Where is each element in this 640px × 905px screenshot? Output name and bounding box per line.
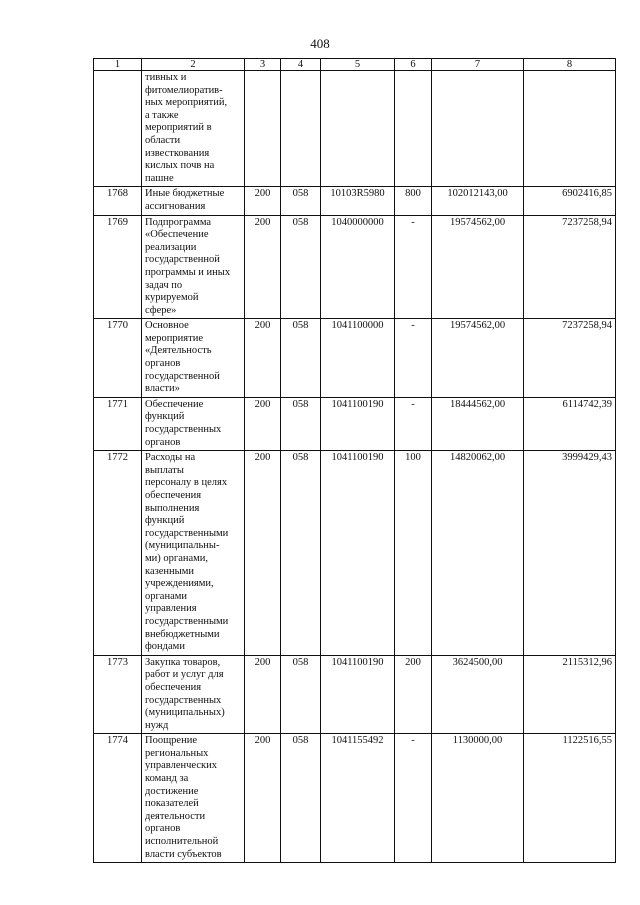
table-cell: -: [395, 734, 432, 863]
description-line: управления: [145, 603, 197, 615]
description-line: органов: [145, 823, 181, 835]
table-cell: 058: [281, 215, 321, 319]
row-description: [142, 734, 245, 863]
description-line: внебюджетными: [145, 628, 220, 640]
description-line: показателей: [145, 798, 199, 810]
header-cell: 4: [281, 59, 321, 71]
table-cell: 3999429,43: [524, 451, 616, 656]
table-cell: 6902416,85: [524, 187, 616, 215]
table-cell: -: [395, 397, 432, 450]
description-line: выполнения: [145, 502, 200, 514]
table-cell: [245, 71, 281, 187]
description-line: деятельности: [145, 810, 206, 822]
table-cell: 800: [395, 187, 432, 215]
table-row: [94, 397, 616, 450]
description-line: области: [145, 134, 181, 146]
description-line: обеспечения: [145, 681, 202, 693]
header-row: [94, 59, 616, 71]
row-description: [142, 215, 245, 319]
table-cell: 7237258,94: [524, 319, 616, 398]
table-cell: 1771: [94, 397, 142, 450]
table-cell: 200: [245, 655, 281, 734]
table-row: [94, 187, 616, 215]
table-cell: 2115312,96: [524, 655, 616, 734]
description-line: органов: [145, 358, 181, 370]
table-row: [94, 451, 616, 656]
description-line: мероприятие: [145, 332, 203, 344]
row-description: [142, 187, 245, 215]
table-cell: 1041100190: [321, 451, 395, 656]
description-line: Основное: [145, 320, 189, 332]
table-row: [94, 655, 616, 734]
description-line: пашне: [145, 172, 174, 184]
table-cell: 200: [245, 734, 281, 863]
table-cell: 1122516,55: [524, 734, 616, 863]
description-line: органами: [145, 590, 188, 602]
description-line: (муниципальны-: [145, 540, 220, 552]
table-cell: 058: [281, 734, 321, 863]
table-cell: [94, 71, 142, 187]
description-line: ассигнования: [145, 200, 206, 212]
row-description: [142, 397, 245, 450]
table-cell: 1130000,00: [432, 734, 524, 863]
table-cell: 1769: [94, 215, 142, 319]
description-line: ных мероприятий,: [145, 97, 228, 109]
description-line: Расходы на: [145, 452, 196, 464]
description-line: функций: [145, 515, 185, 527]
description-line: «Обеспечение: [145, 229, 209, 241]
description-line: государственной: [145, 370, 220, 382]
table-row: [94, 215, 616, 319]
description-line: учреждениями,: [145, 578, 214, 590]
row-description: [142, 71, 245, 187]
description-line: функций: [145, 411, 185, 423]
table-cell: 1041100000: [321, 319, 395, 398]
description-line: фондами: [145, 641, 185, 653]
description-line: ми) органами,: [145, 552, 209, 564]
table-cell: [281, 71, 321, 187]
description-line: государственными: [145, 615, 229, 627]
row-description: [142, 655, 245, 734]
table-cell: [321, 71, 395, 187]
table-cell: 1773: [94, 655, 142, 734]
description-line: государственной: [145, 254, 220, 266]
table-cell: 200: [245, 451, 281, 656]
description-line: власти»: [145, 383, 180, 395]
table-cell: 200: [245, 397, 281, 450]
budget-table: [93, 58, 616, 863]
table-cell: 1770: [94, 319, 142, 398]
description-line: работ и услуг для: [145, 669, 224, 681]
header-cell: 2: [142, 59, 245, 71]
table-row: [94, 734, 616, 863]
table-cell: 058: [281, 655, 321, 734]
table-cell: [395, 71, 432, 187]
description-line: Закупка товаров,: [145, 656, 221, 668]
table-cell: 200: [395, 655, 432, 734]
description-line: задач по: [145, 279, 183, 291]
table-cell: 058: [281, 319, 321, 398]
table-cell: 058: [281, 187, 321, 215]
table-cell: 7237258,94: [524, 215, 616, 319]
table-cell: 18444562,00: [432, 397, 524, 450]
table-row: [94, 71, 616, 187]
table-cell: 1774: [94, 734, 142, 863]
header-cell: 1: [94, 59, 142, 71]
table-cell: 058: [281, 451, 321, 656]
table-cell: 1040000000: [321, 215, 395, 319]
description-line: сфере»: [145, 304, 177, 316]
description-line: государственных: [145, 424, 222, 436]
description-line: Подпрограмма: [145, 216, 212, 228]
description-line: Обеспечение: [145, 398, 204, 410]
description-line: региональных: [145, 747, 209, 759]
table-cell: [432, 71, 524, 187]
description-line: реализации: [145, 241, 197, 253]
description-line: достижение: [145, 785, 199, 797]
table-cell: 100: [395, 451, 432, 656]
header-cell: 3: [245, 59, 281, 71]
table-cell: -: [395, 319, 432, 398]
description-line: нужд: [145, 719, 169, 731]
description-line: мероприятий в: [145, 122, 212, 134]
table-cell: 200: [245, 187, 281, 215]
table-body: [94, 71, 616, 863]
description-line: (муниципальных): [145, 707, 225, 719]
table-cell: 14820062,00: [432, 451, 524, 656]
table-cell: 200: [245, 319, 281, 398]
table-cell: 19574562,00: [432, 215, 524, 319]
description-line: кислых почв на: [145, 160, 215, 172]
row-description: [142, 451, 245, 656]
table-cell: 1041155492: [321, 734, 395, 863]
table-cell: 1041100190: [321, 655, 395, 734]
description-line: курируемой: [145, 292, 199, 304]
header-cell: 7: [432, 59, 524, 71]
header-cell: 8: [524, 59, 616, 71]
row-description: [142, 319, 245, 398]
table-cell: 200: [245, 215, 281, 319]
table-cell: 1772: [94, 451, 142, 656]
description-line: органов: [145, 436, 181, 448]
description-line: известкования: [145, 147, 210, 159]
description-line: государственных: [145, 694, 222, 706]
table-cell: 1041100190: [321, 397, 395, 450]
table-cell: [524, 71, 616, 187]
description-line: обеспечения: [145, 490, 202, 501]
description-line: Поощрение: [145, 735, 197, 747]
description-line: казенными: [145, 565, 194, 577]
description-line: команд за: [145, 773, 189, 785]
description-line: управленческих: [145, 760, 217, 772]
table-cell: 058: [281, 397, 321, 450]
description-line: государственными: [145, 527, 229, 539]
description-line: власти субъектов: [145, 848, 222, 860]
header-cell: 5: [321, 59, 395, 71]
table-row: [94, 319, 616, 398]
table-cell: 6114742,39: [524, 397, 616, 450]
description-line: фитомелиоратив-: [145, 84, 223, 96]
description-line: исполнительной: [145, 836, 219, 848]
table-cell: 102012143,00: [432, 187, 524, 215]
table-cell: -: [395, 215, 432, 319]
table-cell: 19574562,00: [432, 319, 524, 398]
table-cell: 1768: [94, 187, 142, 215]
header-cell: 6: [395, 59, 432, 71]
description-line: выплаты: [145, 464, 184, 476]
description-line: программы и иных: [145, 266, 231, 278]
description-line: персоналу в целях: [145, 477, 228, 489]
description-line: тивных и: [145, 72, 187, 83]
page-number: 408: [310, 36, 330, 51]
table-cell: 10103R5980: [321, 187, 395, 215]
table-cell: 3624500,00: [432, 655, 524, 734]
description-line: а также: [145, 109, 179, 121]
description-line: «Деятельность: [145, 345, 212, 357]
description-line: Иные бюджетные: [145, 188, 225, 200]
